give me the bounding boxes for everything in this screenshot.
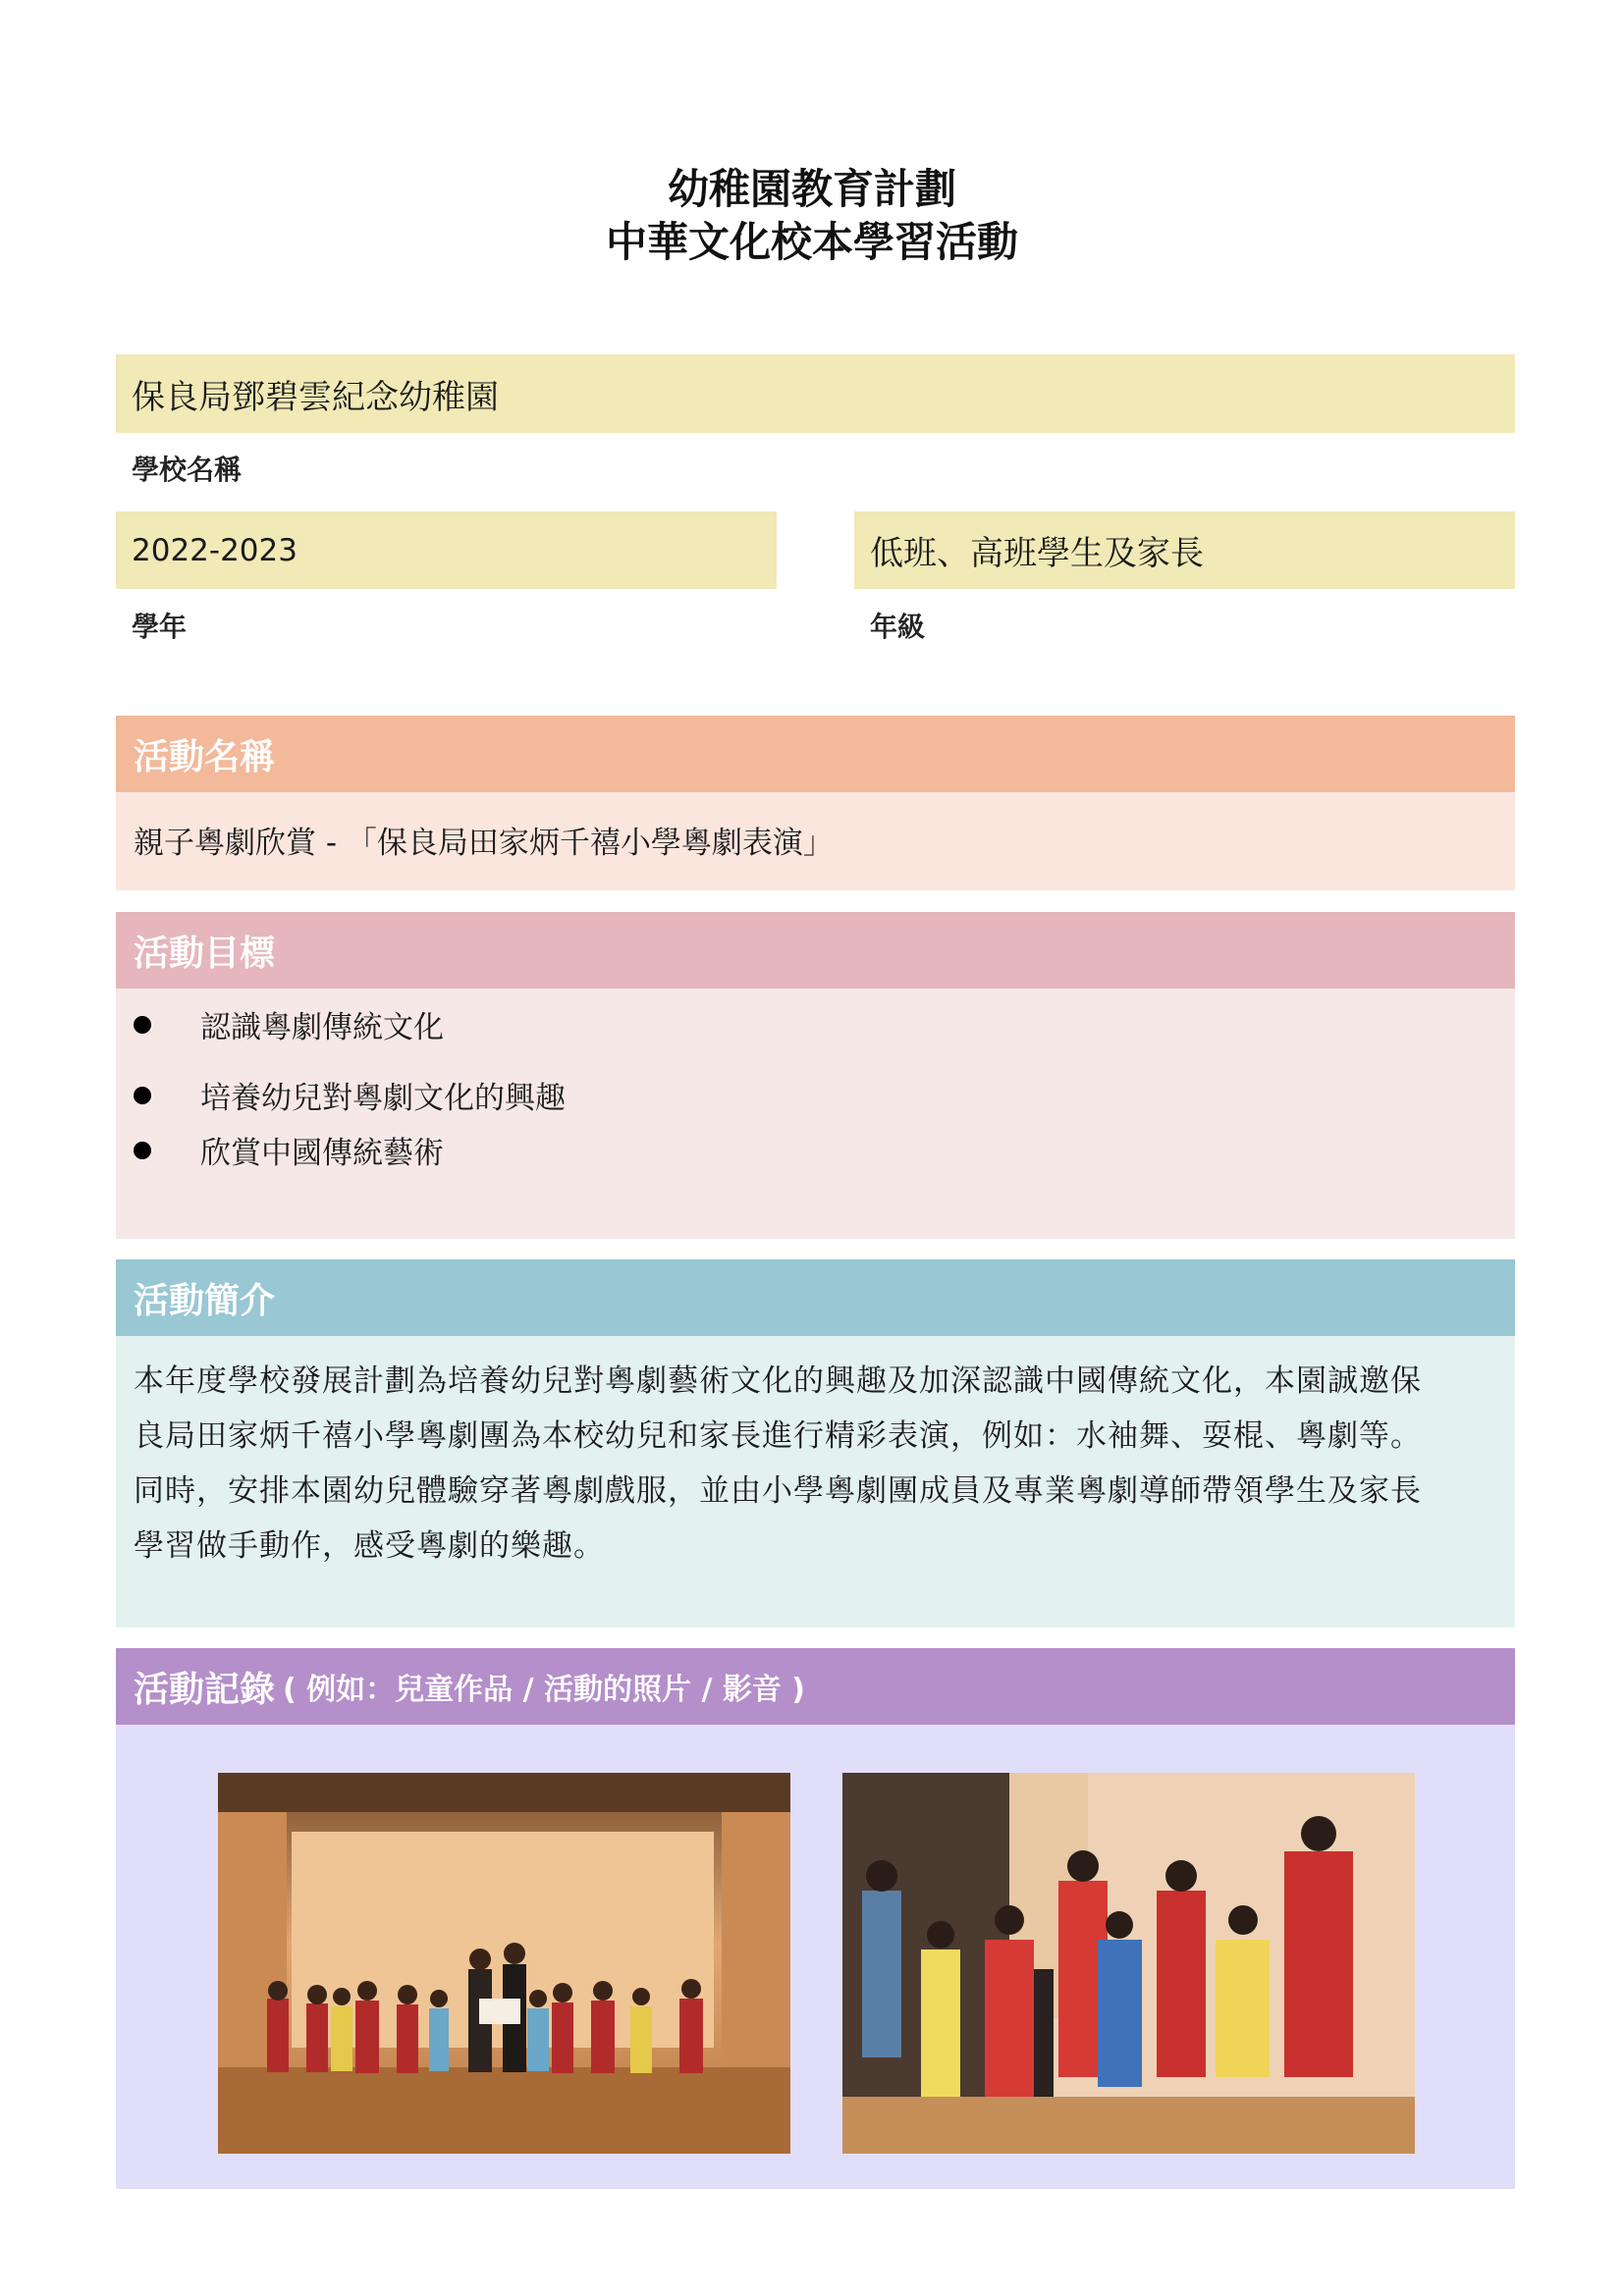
objective-item [134, 1002, 444, 1046]
intro-line: 本年度學校發展計劃為培養幼兒對粵劇藝術文化的興趣及加深認識中國傳統文化，本園誠邀保 [134, 1363, 1422, 1399]
objective-text: 培養幼兒對粵劇文化的興趣 [200, 1081, 566, 1116]
grade-field: 低班、高班學生及家長 [854, 511, 1515, 589]
page-title-line2: 中華文化校本學習活動 [605, 218, 1018, 266]
activity-name-heading: 活動名稱 [116, 716, 1515, 792]
objectives-list [116, 988, 1515, 1239]
school-name-label: 學校名稱 [132, 454, 243, 486]
page-title-line1: 幼稚園教育計劃 [667, 165, 956, 213]
school-year-field: 2022-2023 [116, 511, 777, 589]
records-heading-text: 活動記錄 [134, 1669, 276, 1710]
school-name-field: 保良局鄧碧雲紀念幼稚園 [116, 354, 1515, 433]
objectives-heading: 活動目標 [116, 912, 1515, 988]
intro-line: 良局田家炳千禧小學粵劇團為本校幼兒和家長進行精彩表演，例如：水袖舞、耍棍、粵劇等。 [134, 1418, 1422, 1454]
objective-text: 欣賞中國傳統藝術 [200, 1136, 444, 1171]
records-subheading: ( 例如：兒童作品 / 活動的照片 / 影音 ) [283, 1673, 806, 1707]
activity-name-value: 親子粵劇欣賞 - 「保良局田家炳千禧小學粵劇表演」 [116, 792, 1515, 890]
intro-line: 同時，安排本園幼兒體驗穿著粵劇戲服，並由小學粵劇團成員及專業粵劇導師帶領學生及家長 [134, 1473, 1422, 1509]
objective-item [134, 1128, 444, 1172]
bullet-icon [134, 1142, 151, 1159]
objective-item [134, 1073, 566, 1117]
intro-heading: 活動簡介 [116, 1259, 1515, 1336]
records-heading [116, 1648, 1515, 1725]
photo-costume-performance [842, 1773, 1415, 2154]
bullet-icon [134, 1087, 151, 1104]
photo-group-stage [218, 1773, 790, 2154]
grade-label: 年級 [870, 611, 926, 643]
records-body [116, 1725, 1515, 2189]
bullet-icon [134, 1016, 151, 1034]
objective-text: 認識粵劇傳統文化 [200, 1010, 444, 1045]
intro-body [116, 1336, 1515, 1628]
school-year-label: 學年 [132, 611, 188, 643]
intro-line: 學習做手動作，感受粵劇的樂趣。 [134, 1528, 605, 1564]
